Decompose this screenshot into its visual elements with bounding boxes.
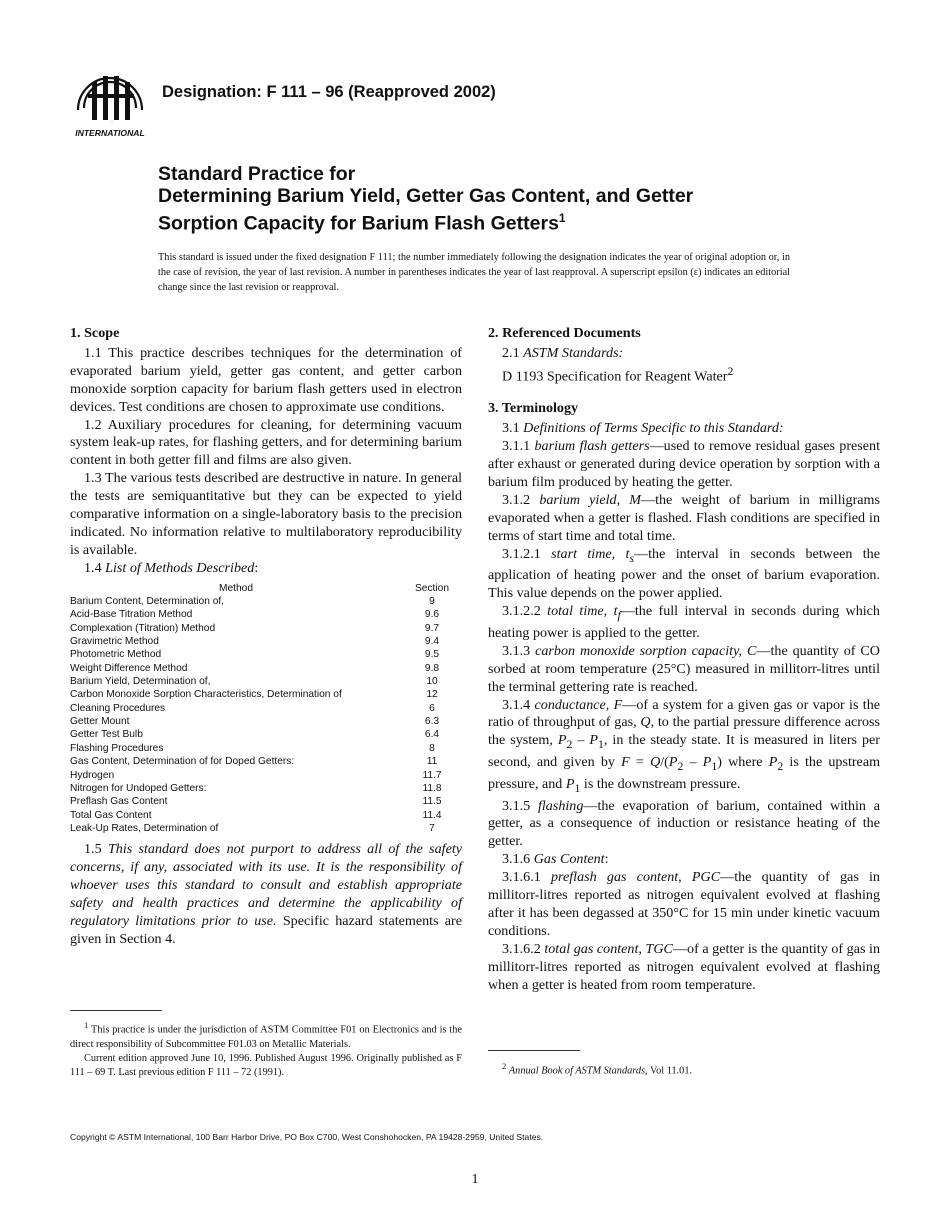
method-section[interactable]: 9.5	[424, 649, 440, 661]
method-name: Cleaning Procedures	[70, 702, 166, 714]
method-name: Leak-Up Rates, Determination of	[70, 822, 219, 834]
para-1-4: 1.4 List of Methods Described:	[84, 559, 259, 576]
page-number: 1	[471, 1172, 479, 1187]
method-name: Acid-Base Titration Method	[70, 609, 193, 621]
methods-row	[70, 702, 462, 715]
methods-header-method: Method	[219, 582, 253, 594]
para-1-5: 1.5 This standard does not purport to address all of the safety concerns, if any, associated with its use. It is the responsibility of whoever uses this standard to consult and establish appropriate safety and health practices and determine the applicability of regulatory limitations prior to use. Specific hazard statements are given in Section 4.	[70, 841, 463, 947]
footnote-rule	[70, 1010, 162, 1011]
methods-row	[70, 728, 462, 741]
copyright-notice: Copyright © ASTM International, 100 Barr Harbor Drive, PO Box C700, West Conshohocken, PA 19428-2959, United States.	[70, 1132, 544, 1142]
methods-row	[70, 675, 462, 688]
methods-row	[70, 662, 462, 675]
logo-subtext: INTERNATIONAL	[75, 128, 145, 138]
method-section[interactable]: 11.7	[422, 769, 442, 781]
methods-row	[70, 795, 462, 808]
method-section[interactable]: 7	[429, 822, 435, 834]
para-3-1-2: 3.1.2 barium yield, M—the weight of barium in milligrams evaporated when a getter is flashed. Flash conditions are specified in terms of start time and total time.	[488, 491, 880, 544]
para-3-1-2-2: 3.1.2.2 total time, $t_f—the$ full interval in seconds during which heating power is applied to the getter.	[488, 603, 880, 641]
method-name: Barium Content, Determination of,	[70, 596, 225, 608]
method-section[interactable]: 6	[429, 702, 435, 714]
para-3-1-2-1: 3.1.2.1 start time, $t_s—the$ interval in seconds between the application of heating power and the onset of barium evaporation. This value depends on the power applied.	[488, 545, 880, 602]
methods-row	[70, 782, 462, 795]
method-name: Total Gas Content	[70, 809, 152, 821]
para-1-1: 1.1 This practice describes techniques for the determination of evaporated barium yield, getter gas content, and getter carbon monoxide sorption capacity for barium flash getters used in electron devices. Test conditions are chosen to approximate use conditions.	[70, 344, 462, 415]
footnote-2: $^2$ Annual Book of ASTM Standards, Vol 11.01.	[488, 1050, 880, 1079]
methods-row	[70, 822, 462, 835]
methods-row	[70, 622, 462, 635]
right-column	[488, 325, 880, 994]
logo-mark-text: ASTM	[110, 122, 113, 123]
para-1-3: 1.3 The various tests described are destructive in nature. In general the tests are semiquantitative but they can be expected to yield comparative information on a single-laboratory basis to the precision indicated. No information relative to multilaboratory reproducibility is available.	[70, 470, 462, 558]
methods-row	[70, 595, 462, 608]
para-3-1-3: 3.1.3 carbon monoxide sorption capacity, C—the quantity of CO sorbed at room temperature (25°C) measured in millitorr-litres until the terminal gettering rate is reached.	[488, 642, 880, 695]
methods-row	[70, 809, 462, 822]
title-line-1: Standard Practice for	[158, 163, 356, 185]
method-name: Complexation (Titration) Method	[70, 622, 216, 634]
section-1-heading: 1. Scope	[70, 325, 120, 341]
method-name: Photometric Method	[70, 649, 162, 661]
method-name: Barium Yield, Determination of,	[70, 676, 211, 688]
section-3-heading: 3. Terminology	[488, 400, 579, 417]
method-name: Flashing Procedures	[70, 742, 164, 754]
para-2-1: 2.1 ASTM Standards:	[502, 344, 624, 361]
footnote-ref-2[interactable]: 2	[727, 364, 734, 378]
para-3-1-4: 3.1.4 conductance, F—of a system for a given gas or vapor is the ratio of throughput of gas, Q, to the partial pressure difference across the system, $P_2 - P_1$, in the steady state. It is measured in liters per second, and given by $F = Q/(P_2 - P_1)$ where $P_2$ is the upstream pressure, and $P_1$ is the downstream pressure.	[488, 696, 881, 795]
para-1-2: 1.2 Auxiliary procedures for cleaning, for determining vacuum system leak-up rates, for flashing getters, and for determining barium content in both getter fill and films are also given.	[70, 416, 462, 469]
methods-header-section: Section	[415, 582, 449, 594]
method-section[interactable]: 6.3	[424, 716, 440, 728]
method-name: Carbon Monoxide Sorption Characteristics, Determination of	[70, 689, 342, 701]
method-name: Gas Content, Determination of for Doped Getters:	[70, 756, 295, 768]
designation: Designation: F 111 – 96 (Reapproved 2002)	[162, 83, 496, 101]
methods-row	[70, 769, 462, 782]
method-section[interactable]: 9.8	[424, 662, 440, 674]
method-section[interactable]: 11.8	[422, 782, 442, 794]
para-3-1-6-2: 3.1.6.2 total gas content, TGC—of a getter is the quantity of gas in millitorr-litres reported as nitrogen equivalent evolved at flashing when a getter is heated from room temperature.	[488, 940, 880, 993]
title-line-3: Sorption Capacity for Barium Flash Getters$^1$	[158, 211, 566, 235]
title-footnote-ref[interactable]: 1	[558, 211, 566, 225]
methods-table	[70, 582, 462, 836]
methods-row	[70, 715, 462, 728]
method-name: Weight Difference Method	[70, 662, 188, 674]
document-title	[158, 163, 878, 235]
footnote-1: $^1$ This practice is under the jurisdiction of ASTM Committee F01 on Electronics and is the direct responsibility of Subcommittee F01.03 on Metallic Materials. Current edition approved June 10, 1996. Published August 1996. Originally published as F 111 – 69 T. Last previous edition F 111 – 72 (1991).	[70, 1010, 462, 1081]
method-section[interactable]: 12	[426, 689, 438, 701]
para-3-1-1: 3.1.1 barium flash getters—used to remove residual gases present after exhaust or generated during device operation by sorption with a barium film produced by heating the getter.	[488, 438, 880, 491]
method-name: Getter Mount	[70, 716, 130, 728]
method-section[interactable]: 9	[429, 596, 435, 608]
method-section[interactable]: 8	[429, 742, 435, 754]
para-3-1: 3.1 Definitions of Terms Specific to this Standard:	[502, 420, 784, 437]
para-3-1-6-1: 3.1.6.1 preflash gas content, PGC—the quantity of gas in millitorr-litres reported as nitrogen equivalent evolved at flashing after it has been degassed at 350°C for 15 min under kinetic vacuum conditions.	[488, 869, 880, 939]
methods-row	[70, 742, 462, 755]
methods-row	[70, 755, 462, 768]
astm-logo	[68, 64, 152, 140]
reference-d1193: D 1193 Specification for Reagent Water$^2$	[502, 364, 734, 385]
left-column	[70, 325, 462, 949]
method-section[interactable]: 11	[426, 756, 438, 768]
methods-row	[70, 648, 462, 661]
method-section[interactable]: 10	[426, 676, 438, 688]
method-name: Gravimetric Method	[70, 636, 159, 648]
para-3-1-5: 3.1.5 flashing—the evaporation of barium, contained within a getter, as a consequence of induction or resistance heating of the getter.	[488, 797, 880, 850]
method-section[interactable]: 9.4	[424, 636, 440, 648]
title-line-2: Determining Barium Yield, Getter Gas Content, and Getter	[158, 185, 694, 207]
standard-intro-note: This standard is issued under the fixed designation F 111; the number immediately following the designation indicates the year of original adoption or, in the case of revision, the year of last revision. A number in parentheses indicates the year of last reapproval. A superscript epsilon (ε) indicates an editorial change since the last revision or reapproval.	[158, 252, 790, 293]
method-section[interactable]: 6.4	[424, 729, 440, 741]
methods-row	[70, 688, 462, 701]
method-name: Preflash Gas Content	[70, 796, 168, 808]
method-name: Hydrogen	[70, 769, 115, 781]
footnote-rule	[488, 1050, 580, 1051]
method-name: Nitrogen for Undoped Getters:	[70, 782, 207, 794]
para-3-1-6: 3.1.6 Gas Content:	[502, 851, 609, 868]
methods-row	[70, 608, 462, 621]
method-section[interactable]: 11.4	[422, 809, 442, 821]
method-section[interactable]: 11.5	[422, 796, 442, 808]
method-section[interactable]: 9.7	[424, 622, 440, 634]
method-name: Getter Test Bulb	[70, 729, 143, 741]
section-2-heading: 2. Referenced Documents	[488, 325, 641, 341]
method-section[interactable]: 9.6	[424, 609, 440, 621]
methods-row	[70, 635, 462, 648]
